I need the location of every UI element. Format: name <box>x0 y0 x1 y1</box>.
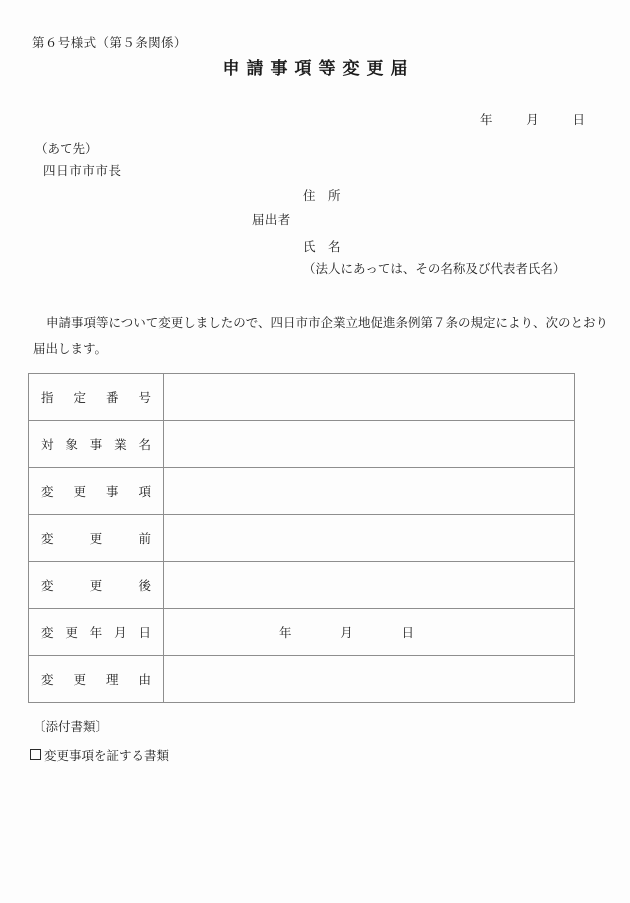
label-chars <box>41 482 151 500</box>
label-char: 変 <box>41 531 54 546</box>
label-chars <box>41 388 151 406</box>
page-title: 申請事項等変更届 <box>222 59 415 79</box>
label-char: 番 <box>105 390 119 405</box>
label-char: 項 <box>138 484 151 499</box>
label-char: 更 <box>89 578 103 593</box>
attachments-title: 〔添付書類〕 <box>33 719 109 734</box>
label-char: 定 <box>73 390 86 405</box>
row-value-before-change[interactable] <box>164 515 575 562</box>
change-date-placeholder <box>279 623 414 641</box>
row-label-before-change <box>29 515 164 562</box>
label-char: 更 <box>89 531 103 546</box>
row-value-designation-number[interactable] <box>164 374 575 421</box>
table-row <box>29 562 575 609</box>
label-char: 事 <box>105 484 119 499</box>
table-row <box>29 468 575 515</box>
label-char: 更 <box>73 672 86 687</box>
table-row <box>29 609 575 656</box>
label-chars <box>41 623 151 641</box>
label-char: 後 <box>138 578 151 593</box>
change-date-year-label: 年 <box>279 625 292 640</box>
label-char: 日 <box>138 625 151 640</box>
label-chars <box>41 576 151 594</box>
table-row <box>29 656 575 703</box>
label-char: 事 <box>89 437 103 452</box>
label-char: 前 <box>138 531 151 546</box>
label-char: 業 <box>114 437 127 452</box>
change-date-fields <box>279 623 414 641</box>
submitter-corporate-note: （法人にあっては、その名称及び代表者氏名） <box>303 261 566 276</box>
submission-date-line <box>480 110 585 128</box>
checkbox-icon[interactable] <box>30 749 41 760</box>
submitter-label: 届出者 <box>252 212 291 227</box>
row-value-change-items[interactable] <box>164 468 575 515</box>
change-date-month-label: 月 <box>340 625 353 640</box>
date-month-label: 月 <box>526 112 539 127</box>
addressee-name: 四日市市市長 <box>43 163 122 178</box>
attachment-item-label: 変更事項を証する書類 <box>44 748 170 763</box>
row-label-after-change <box>29 562 164 609</box>
label-char: 指 <box>41 390 54 405</box>
row-value-after-change[interactable] <box>164 562 575 609</box>
label-char: 変 <box>41 625 54 640</box>
label-char: 変 <box>41 484 54 499</box>
label-char: 号 <box>138 390 151 405</box>
table-row <box>29 515 575 562</box>
label-char: 更 <box>73 484 86 499</box>
row-label-designation-number <box>29 374 164 421</box>
row-label-change-reason <box>29 656 164 703</box>
form-number: 第６号様式（第５条関係） <box>32 35 187 50</box>
body-paragraph <box>33 310 609 362</box>
table-row <box>29 421 575 468</box>
row-value-change-reason[interactable] <box>164 656 575 703</box>
addressee-label: （あて先） <box>35 141 98 156</box>
label-char: 年 <box>89 625 103 640</box>
submitter-name-label: 氏 名 <box>303 239 341 254</box>
row-label-target-project-name <box>29 421 164 468</box>
change-notification-table <box>28 373 575 703</box>
label-char: 理 <box>105 672 119 687</box>
label-char: 変 <box>41 672 54 687</box>
label-chars <box>41 435 151 453</box>
table-body <box>29 374 575 703</box>
date-year-label: 年 <box>480 112 493 127</box>
date-day-label: 日 <box>572 112 585 127</box>
row-value-change-date[interactable] <box>164 609 575 656</box>
label-char: 更 <box>65 625 78 640</box>
table-row <box>29 374 575 421</box>
attachment-item[interactable] <box>30 746 169 764</box>
label-chars <box>41 670 151 688</box>
label-chars <box>41 529 151 547</box>
label-char: 変 <box>41 578 54 593</box>
label-char: 象 <box>65 437 78 452</box>
label-char: 対 <box>41 437 54 452</box>
row-label-change-items <box>29 468 164 515</box>
row-value-target-project-name[interactable] <box>164 421 575 468</box>
submitter-address-label: 住 所 <box>303 188 341 203</box>
label-char: 由 <box>138 672 151 687</box>
change-date-day-label: 日 <box>401 625 414 640</box>
label-char: 名 <box>138 437 151 452</box>
label-char: 月 <box>114 625 127 640</box>
row-label-change-date <box>29 609 164 656</box>
body-paragraph-line-1: 申請事項等について変更しましたので、四日市市企業立地促進条例第７条の規定により、次のとおり <box>46 315 609 330</box>
body-paragraph-line-2: 届出します。 <box>33 341 108 356</box>
